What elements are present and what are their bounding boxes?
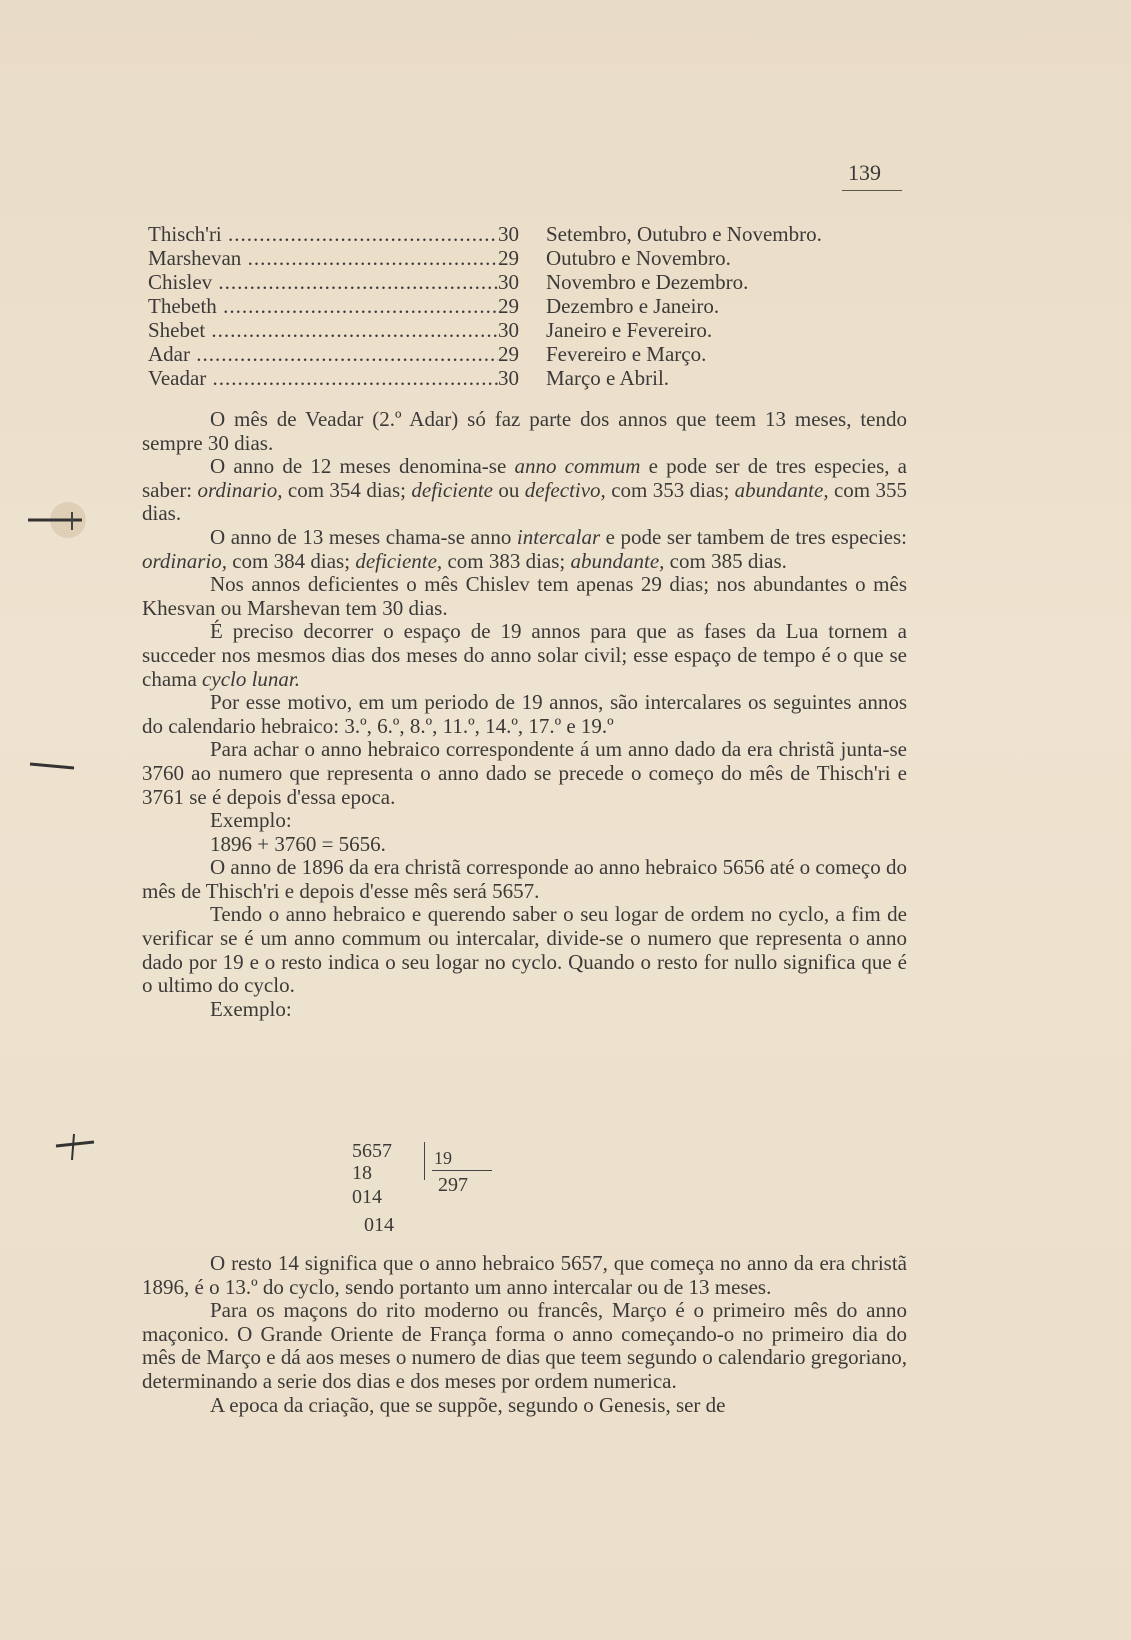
month-name: Adar ..... [148,342,498,366]
month-days: 30 [498,318,519,342]
month-row [148,294,908,318]
equation: 1896 + 3760 = 5656. [210,831,386,856]
division-step: 18 [352,1162,372,1184]
paragraph: Para os maçons do rito moderno ou francês, Março é o primeiro mês do anno maçonico. O Grande Oriente de França forma o anno começando-o no primeiro dia do mês de Março e dá aos meses o numero de dias que teem segundo o calendario gregoriano, determinando a serie dos dias e dos meses por ordem numerica. [142,1298,907,1393]
paragraph: O anno de 13 meses chama-se anno intercalar e pode ser tambem de tres especies: ordinario, com 384 dias; deficiente, com 383 dias; abundante, com 385 dias. [142,524,908,573]
month-name: Thebeth ..... [148,294,498,318]
body-text [142,408,907,1021]
pin-mark-icon [24,756,84,776]
month-days: 29 [498,342,519,366]
month-row [148,270,908,294]
paragraph: O mês de Veadar (2.º Adar) só faz parte dos annos que teem 13 meses, tendo sempre 30 dias. [142,407,907,455]
month-row [148,246,908,270]
page-number-rule [842,190,902,191]
long-division [352,1140,522,1240]
month-gregorian: Dezembro e Janeiro. [546,294,720,318]
month-row [148,318,908,342]
pin-mark-icon [20,490,100,550]
month-days: 29 [498,246,519,270]
paragraph: Para achar o anno hebraico correspondente á um anno dado da era christã junta-se 3760 ao numero que representa o anno dado se precede o começo do mês de Thisch'ri e 3761 se é depois d'essa epoca. [142,737,907,809]
paragraph: Tendo o anno hebraico e querendo saber o seu logar de ordem no cyclo, a fim de verificar se é um anno commum ou intercalar, divide-se o numero que representa o anno dado por 19 e o resto indica o seu logar no cyclo. Quando o resto for nullo significa que é o ultimo do cyclo. [142,902,907,998]
dividend: 5657 [352,1140,392,1162]
division-step: 014 [352,1186,382,1208]
month-days: 30 [498,270,519,294]
paragraph: Exemplo: [210,996,292,1021]
month-days: 30 [498,222,519,246]
month-gregorian: Fevereiro e Março. [546,342,707,366]
months-table [148,222,908,390]
paragraph: O anno de 1896 da era christã corresponde ao anno hebraico 5656 até o começo do mês de Thisch'ri e depois d'esse mês será 5657. [142,855,907,903]
month-name: Veadar ..... [148,366,498,390]
paragraph: O resto 14 significa que o anno hebraico 5657, que começa no anno da era christã 1896, é o 13.º do cyclo, sendo portanto um anno intercalar ou de 13 meses. [142,1251,907,1299]
paragraph: Por esse motivo, em um periodo de 19 annos, são intercalares os seguintes annos do calendario hebraico: 3.º, 6.º, 8.º, 11.º, 14.º, 17.º e 19.º [142,690,907,738]
month-name: Shebet ..... [148,318,498,342]
month-row [148,342,908,366]
quotient: 297 [438,1174,468,1196]
divisor: 19 [434,1148,452,1168]
month-gregorian: Novembro e Dezembro. [546,270,749,294]
division-bar [424,1142,425,1180]
paragraph: Nos annos deficientes o mês Chislev tem apenas 29 dias; nos abundantes o mês Khesvan ou Marshevan tem 30 dias. [142,572,907,620]
pin-mark-icon [50,1128,100,1168]
month-days: 29 [498,294,519,318]
paragraph: A epoca da criação, que se suppõe, segundo o Genesis, ser de [210,1392,726,1417]
month-name: Marshevan ..... [148,246,498,270]
division-remainder: 014 [364,1214,394,1236]
month-gregorian: Janeiro e Fevereiro. [546,318,713,342]
month-name: Chislev ..... [148,270,498,294]
month-name: Thisch'ri ..... [148,222,498,246]
page-number: 139 [848,160,881,185]
body-text-continued [142,1252,907,1417]
division-rule [432,1170,492,1171]
paragraph: O anno de 12 meses denomina-se anno commum e pode ser de tres especies, a saber: ordinario, com 354 dias; deficiente ou defectivo, com 353 dias; abundante, com 355 dias. [142,454,907,526]
month-days: 30 [498,366,519,390]
paragraph: Exemplo: [210,808,292,833]
paragraph: É preciso decorrer o espaço de 19 annos para que as fases da Lua tornem a succeder nos mesmos dias dos meses do anno solar civil; esse espaço de tempo é o que se chama cyclo lunar. [142,619,907,691]
month-row [148,366,908,390]
month-gregorian: Março e Abril. [546,366,670,390]
month-gregorian: Setembro, Outubro e Novembro. [546,222,822,246]
month-gregorian: Outubro e Novembro. [546,246,731,270]
month-row [148,222,908,246]
